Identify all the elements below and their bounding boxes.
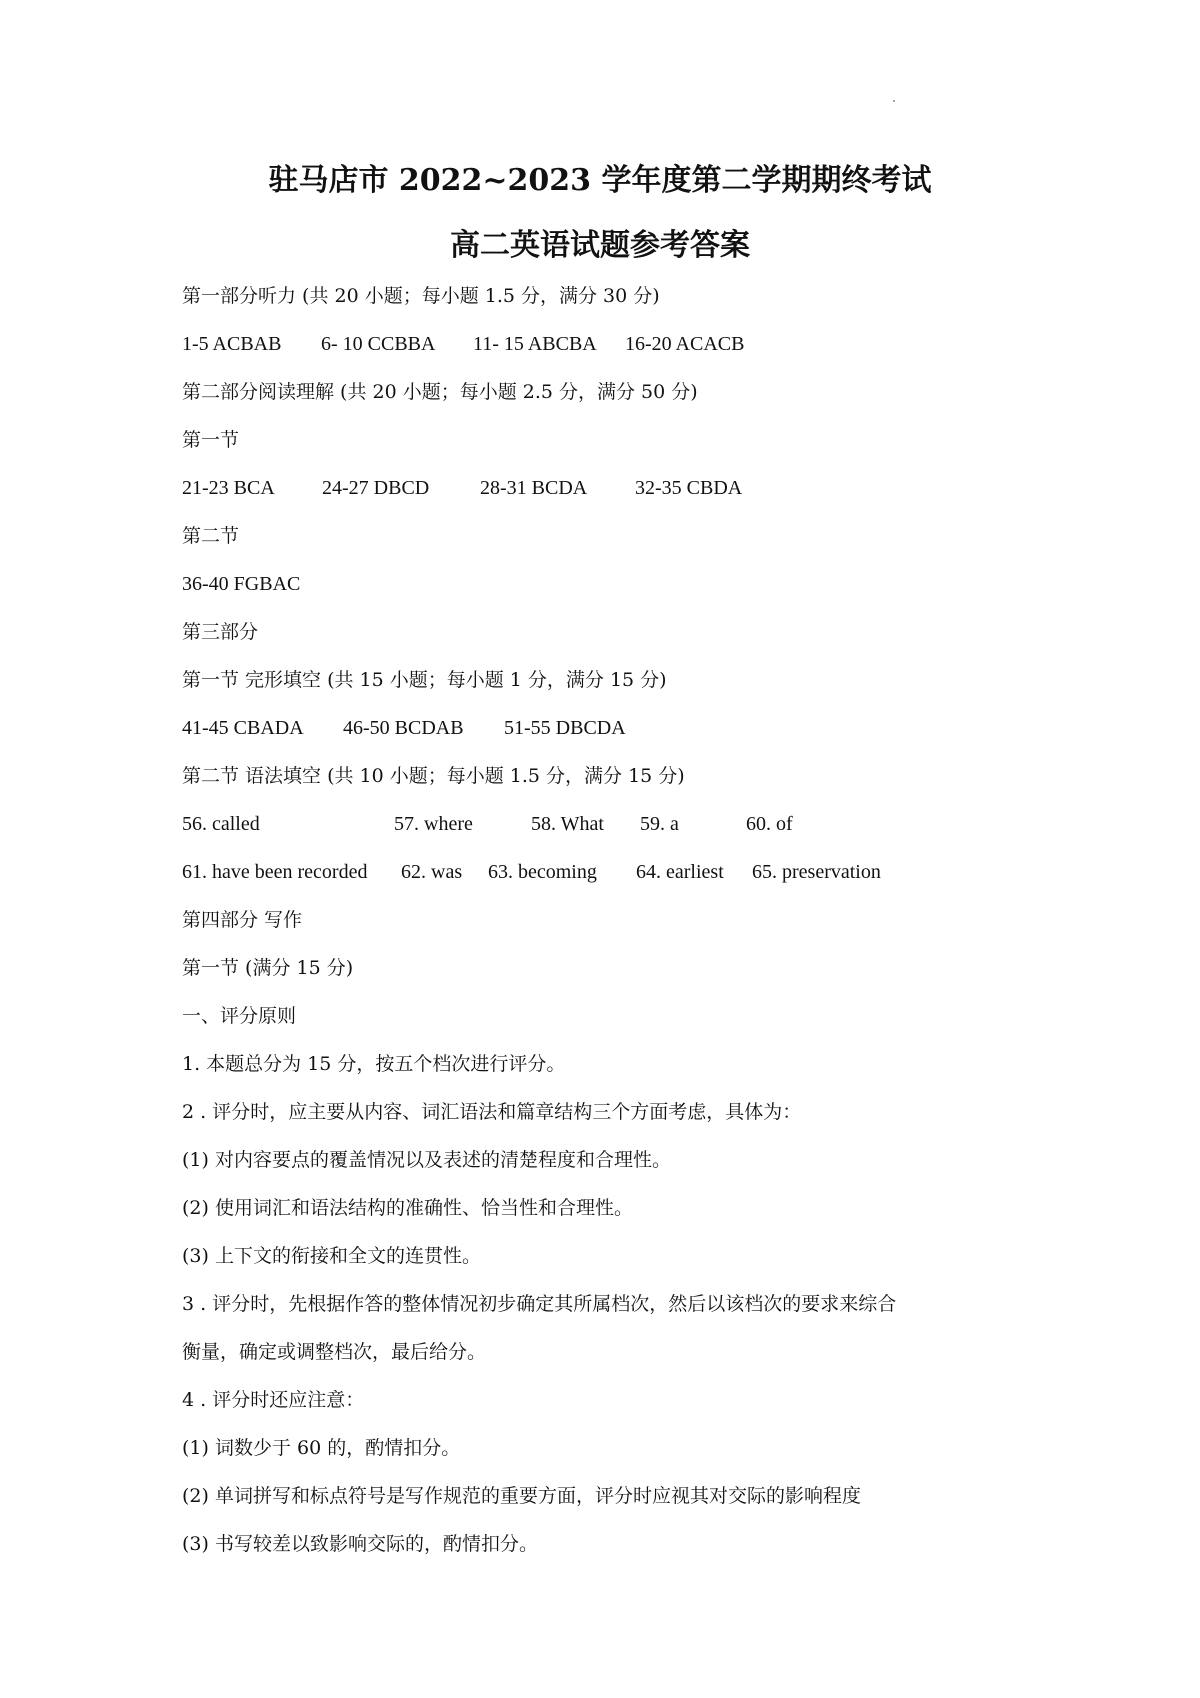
grammar-answer: 60. of (746, 813, 793, 835)
part4-section1-label: 第一节 (满分 15 分) (182, 957, 354, 979)
answer-group: 6- 10 CCBBA (321, 333, 436, 355)
principle-item: 1. 本题总分为 15 分，按五个档次进行评分。 (182, 1053, 566, 1075)
page-subtitle: 高二英语试题参考答案 (450, 228, 750, 263)
answer-group: 41-45 CBADA (182, 717, 304, 739)
principle-item: (2) 单词拼写和标点符号是写作规范的重要方面，评分时应视其对交际的影响程度 (182, 1485, 861, 1507)
part1-answers (182, 331, 882, 357)
part2-section2-label: 第二节 (182, 525, 240, 547)
principle-item: 3 . 评分时，先根据作答的整体情况初步确定其所属档次，然后以该档次的要求来综合 (182, 1293, 897, 1315)
grammar-answer: 63. becoming (488, 861, 597, 883)
part2-section1-label: 第一节 (182, 429, 240, 451)
answer-group: 11- 15 ABCBA (473, 333, 597, 355)
grammar-answer: 58. What (531, 813, 604, 835)
answer-group: 24-27 DBCD (322, 477, 430, 499)
answer-group: 32-35 CBDA (635, 477, 743, 499)
grammar-answers-row1 (182, 811, 942, 837)
grammar-answer: 64. earliest (636, 861, 724, 883)
part1-heading: 第一部分听力 (共 20 小题；每小题 1.5 分，满分 30 分) (182, 285, 660, 307)
grammar-answer: 65. preservation (752, 861, 881, 883)
principle-item: 2 . 评分时，应主要从内容、词汇语法和篇章结构三个方面考虑，具体为： (182, 1101, 802, 1123)
part4-heading: 第四部分 写作 (182, 909, 303, 931)
grammar-answer: 61. have been recorded (182, 861, 368, 883)
part3-section1-label: 第一节 完形填空 (共 15 小题；每小题 1 分，满分 15 分) (182, 669, 667, 691)
scan-dot (893, 100, 895, 102)
grammar-answers-row2 (182, 859, 942, 885)
part2-section1-answers (182, 475, 882, 501)
part3-section2-label: 第二节 语法填空 (共 10 小题；每小题 1.5 分，满分 15 分) (182, 765, 685, 787)
part3-section1-answers (182, 715, 882, 741)
answer-group: 46-50 BCDAB (343, 717, 464, 739)
principles-heading: 一、评分原则 (182, 1005, 297, 1027)
part2-heading: 第二部分阅读理解 (共 20 小题；每小题 2.5 分，满分 50 分) (182, 381, 698, 403)
principle-item: 4 . 评分时还应注意： (182, 1389, 365, 1411)
answer-group: 21-23 BCA (182, 477, 275, 499)
principle-item: (3) 书写较差以致影响交际的，酌情扣分。 (182, 1533, 538, 1555)
part2-section2-answer: 36-40 FGBAC (182, 573, 301, 595)
grammar-answer: 62. was (401, 861, 463, 883)
principle-item: (1) 对内容要点的覆盖情况以及表述的清楚程度和合理性。 (182, 1149, 671, 1171)
principle-item: 衡量，确定或调整档次，最后给分。 (182, 1341, 487, 1363)
grammar-answer: 57. where (394, 813, 473, 835)
grammar-answer: 56. called (182, 813, 260, 835)
answer-group: 1-5 ACBAB (182, 333, 282, 355)
grammar-answer: 59. a (640, 813, 679, 835)
answer-group: 51-55 DBCDA (504, 717, 626, 739)
answer-group: 16-20 ACACB (625, 333, 745, 355)
answer-group: 28-31 BCDA (480, 477, 588, 499)
principle-item: (2) 使用词汇和语法结构的准确性、恰当性和合理性。 (182, 1197, 633, 1219)
principle-item: (1) 词数少于 60 的，酌情扣分。 (182, 1437, 461, 1459)
page-title: 驻马店市 2022~2023 学年度第二学期期终考试 (268, 163, 932, 198)
principle-item: (3) 上下文的衔接和全文的连贯性。 (182, 1245, 481, 1267)
part3-heading: 第三部分 (182, 621, 259, 643)
